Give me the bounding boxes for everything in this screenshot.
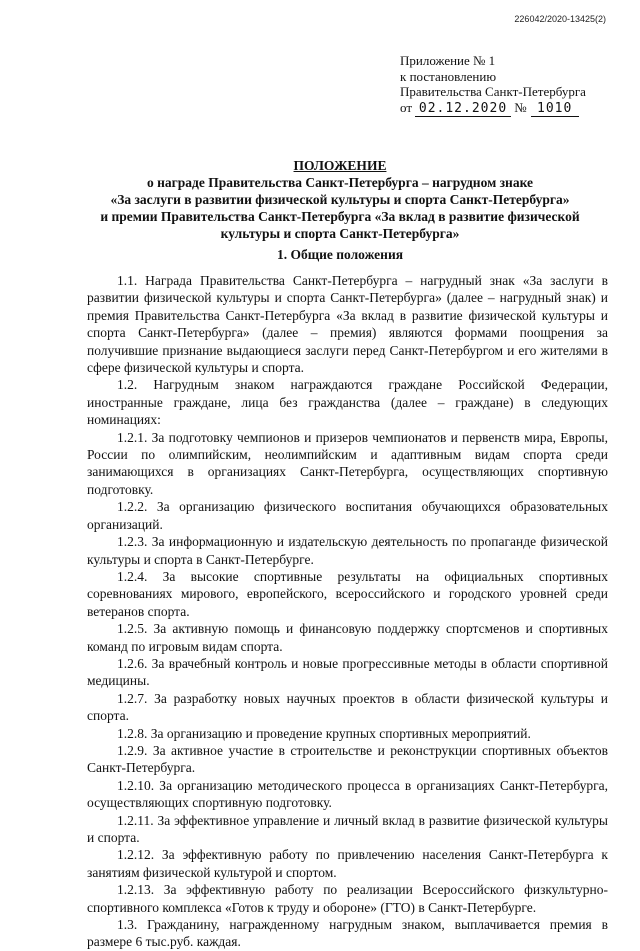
paragraph: 1.2.6. За врачебный контроль и новые прогрессивные методы в области спортивной медицины. [87,655,608,689]
decree-number: 1010 [531,101,579,118]
paragraph: 1.2.8. За организацию и проведение крупных спортивных мероприятий. [117,725,531,741]
paragraph: 1.2.13. За эффективную работу по реализации Всероссийского физкультурно-спортивного комплекса «Готов к труду и обороне» (ГТО) в Санкт-Петербурге. [87,882,608,915]
title-line: о награде Правительства Санкт-Петербурга – нагрудном знаке [146,175,534,190]
number-label: № [514,99,527,115]
paragraph: 1.2.10. За организацию методического процесса в организациях Санкт-Петербурга, осуществляющих спортивную подготовку. [87,777,608,811]
section-title: 1. Общие положения [276,247,404,262]
paragraph: 1.2.12. За эффективную работу по привлечению населения Санкт-Петербурга к занятиям физической культурой и спортом. [87,847,608,880]
paragraph: 1.2.11. За эффективное управление и личный вклад в развитие физической культуры и спорта. [87,812,608,845]
paragraph: 1.3. Гражданину, награжденному нагрудным знаком, выплачивается премия в размере 6 тыс.руб. каждая. [87,917,608,950]
appendix-date-line [400,100,620,118]
document-title [70,157,610,242]
paragraph: 1.2.2. За организацию физического воспитания обучающихся образовательных организаций. [87,499,608,532]
paragraph: 1.2. Нагрудным знаком награждаются граждане Российской Федерации, иностранные граждане, лица без гражданства (далее – граждане) в следующих номинациях: [87,377,608,428]
appendix-line: Приложение № 1 [400,53,496,68]
document-number: 226042/2020-13425(2) [514,14,606,24]
appendix-line: к постановлению [400,68,497,84]
title-line: культуры и спорта Санкт-Петербурга» [220,226,460,241]
appendix-line: Правительства Санкт-Петербурга [400,84,586,99]
title-heading: ПОЛОЖЕНИЕ [293,158,387,173]
paragraph: 1.2.1. За подготовку чемпионов и призеров чемпионатов и первенств мира, Европы, России по олимпийским, неолимпийским и адаптивным видам спорта среди занимающихся в организациях Санкт-Петербурга, осуществляющих спортивную подготовку. [87,429,608,497]
from-label: от [400,99,413,115]
paragraph: 1.2.4. За высокие спортивные результаты на официальных спортивных соревнованиях мирового, европейского, всероссийского и городского уровней среди ветеранов спорта. [87,568,608,619]
paragraph: 1.2.9. За активное участие в строительстве и реконструкции спортивных объектов Санкт-Петербурга. [87,742,608,776]
decree-date: 02.12.2020 [415,101,511,118]
title-line: и премии Правительства Санкт-Петербурга «За вклад в развитие физической [100,209,580,224]
paragraph: 1.2.5. За активную помощь и финансовую поддержку спортсменов и спортивных команд по игровым видам спорта. [87,621,608,654]
appendix-block [400,53,620,117]
document-body [87,272,608,951]
paragraph: 1.2.3. За информационную и издательскую деятельность по пропаганде физической культуры и спорта в Санкт-Петербурге. [87,534,608,567]
paragraph: 1.2.7. За разработку новых научных проектов в области физической культуры и спорта. [87,690,608,724]
paragraph: 1.1. Награда Правительства Санкт-Петербурга – нагрудный знак «За заслуги в развитии физической культуры и спорта Санкт-Петербурга» (далее – нагрудный знак) и премия Правительства Санкт-Петербурга «За вклад в развитие физической культуры и спорта Санкт-Петербурга» (далее – премия) являются формами поощрения за получившие признание выдающиеся заслуги перед Санкт-Петербургом и его жителями в сфере физической культуры и спорта. [87,273,608,376]
title-line: «За заслуги в развитии физической культуры и спорта Санкт-Петербурга» [110,192,570,207]
